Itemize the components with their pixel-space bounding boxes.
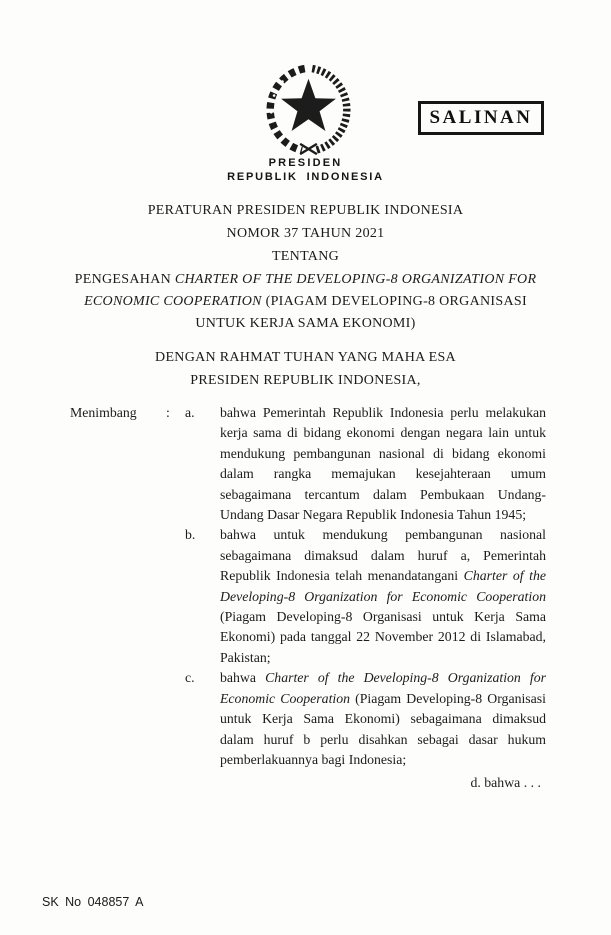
- letterhead: [0, 156, 611, 185]
- salinan-stamp-label: SALINAN: [429, 106, 533, 129]
- letterhead-line2: REPUBLIK INDONESIA: [227, 171, 384, 183]
- consideration-letter: c.: [185, 670, 195, 686]
- consideration-letter: b.: [185, 527, 196, 543]
- consideration-item: [185, 403, 546, 525]
- consideration-letter: a.: [185, 405, 195, 420]
- regulation-tentang: TENTANG: [271, 249, 340, 265]
- footer-reference: SK No 048857 A: [42, 895, 144, 909]
- considerations-label: Menimbang: [70, 405, 137, 420]
- regulation-subject: PENGESAHAN CHARTER OF THE DEVELOPING-8 ORGANIZATION FOR ECONOMIC COOPERATION (PIAGAM DEVELOPING-8 ORGANISASI UNTUK KERJA SAMA EKONOMI): [74, 271, 537, 331]
- preamble: [0, 347, 611, 392]
- considerations-section: [70, 403, 546, 770]
- considerations-colon: :: [166, 405, 170, 420]
- presidential-seal-icon: [262, 61, 355, 158]
- regulation-number: NOMOR 37 TAHUN 2021: [226, 226, 385, 242]
- salinan-stamp: [418, 101, 544, 135]
- catchword: d. bahwa . . .: [470, 775, 541, 790]
- consideration-item: [185, 525, 546, 668]
- title-block: [0, 199, 611, 335]
- preamble-line2: PRESIDEN REPUBLIK INDONESIA,: [190, 372, 421, 388]
- letterhead-line1: PRESIDEN: [268, 157, 343, 169]
- consideration-text: bahwa Pemerintah Republik Indonesia perlu melakukan kerja sama di bidang ekonomi dengan negara lain untuk mendukung pembangunan nasional di bidang ekonomi dalam rangka memajukan kesejahteraan umum sebagaimana tercantum dalam Pembukaan Undang-Undang Dasar Negara Republik Indonesia Tahun 1945;: [220, 405, 546, 523]
- consideration-text: bahwa untuk mendukung pembangunan nasional sebagaimana dimaksud dalam huruf a, Pemerintah Republik Indonesia telah menandatangani Charter of the Developing-8 Organization for Economic Cooperation (Piagam Developing-8 Organisasi untuk Kerja Sama Ekonomi) pada tanggal 22 November 2012 di Islamabad, Pakistan;: [220, 527, 546, 665]
- consideration-item: [185, 668, 546, 770]
- considerations-list: [185, 403, 546, 770]
- consideration-text: bahwa Charter of the Developing-8 Organization for Economic Cooperation (Piagam Developing-8 Organisasi untuk Kerja Sama Ekonomi) sebagaimana dimaksud dalam huruf b perlu disahkan sebagai dasar hukum pemberlakuannya bagi Indonesia;: [220, 670, 547, 767]
- preamble-line1: DENGAN RAHMAT TUHAN YANG MAHA ESA: [155, 350, 456, 365]
- regulation-title: PERATURAN PRESIDEN REPUBLIK INDONESIA: [147, 203, 464, 218]
